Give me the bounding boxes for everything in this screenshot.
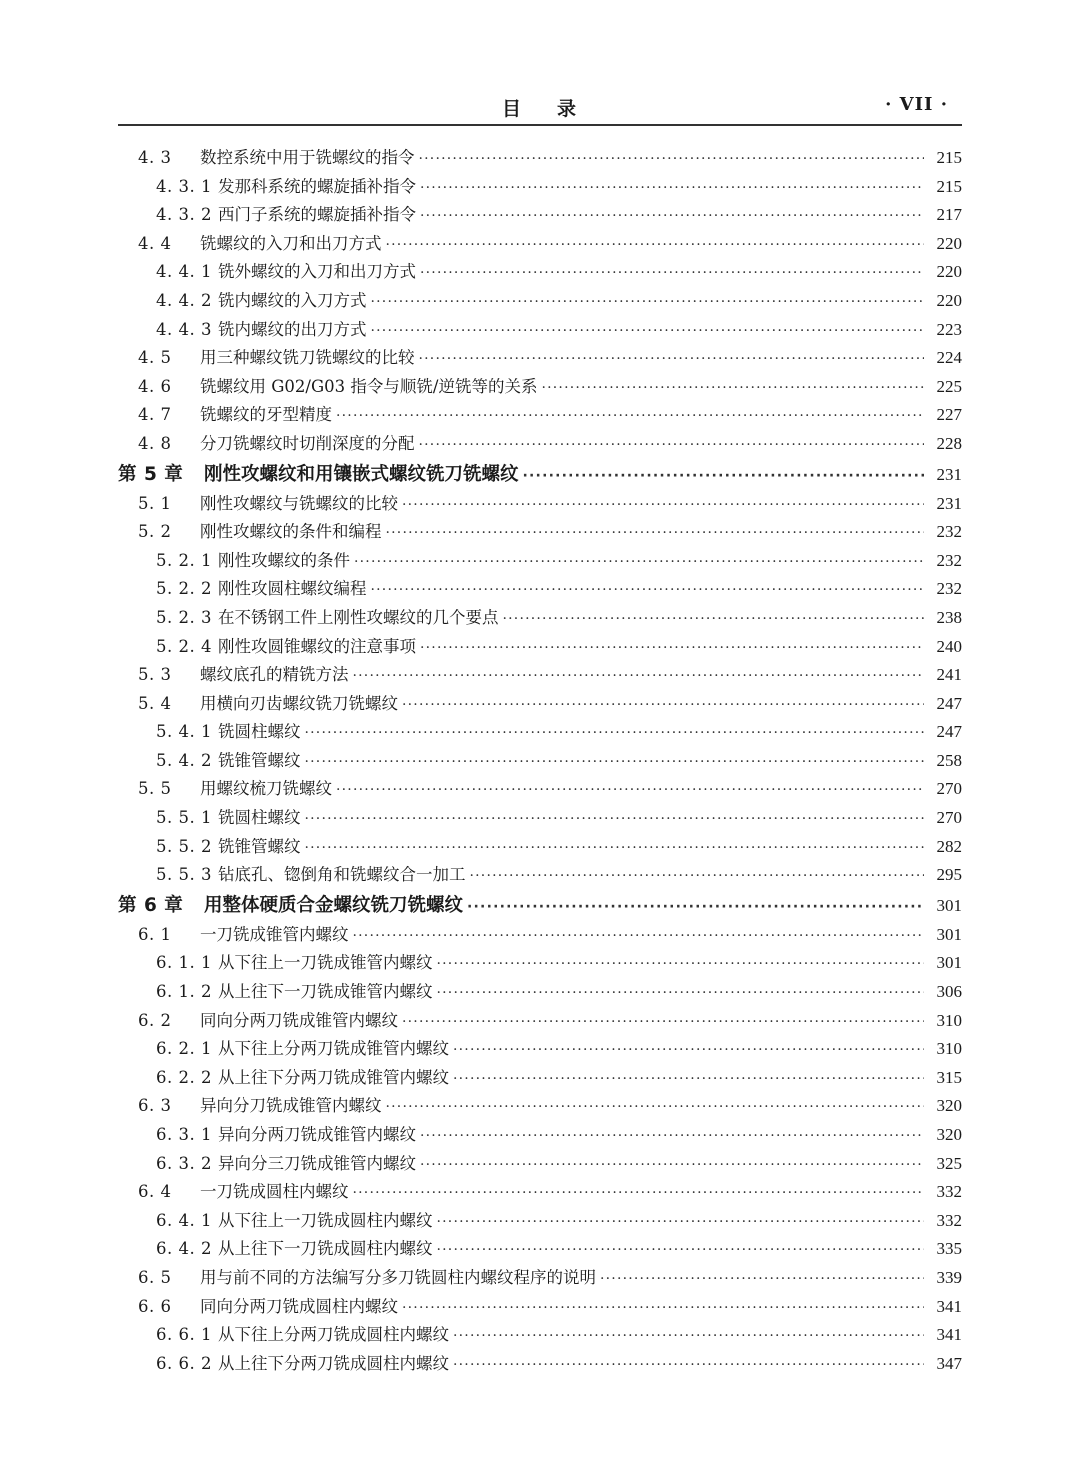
toc-entry-number: 4. 8 bbox=[138, 433, 172, 453]
toc-leader-dots bbox=[541, 374, 924, 403]
toc-entry-title: 从下往上一刀铣成圆柱内螺纹 bbox=[218, 1210, 433, 1230]
toc-entry[interactable] bbox=[118, 690, 962, 719]
toc-entry-number: 5. 2. 1 bbox=[156, 550, 212, 570]
toc-entry[interactable] bbox=[118, 575, 962, 604]
toc-entry-number: 第 5 章 bbox=[118, 463, 184, 485]
toc-leader-dots bbox=[503, 605, 925, 634]
toc-entry-title: 铣外螺纹的入刀和出刀方式 bbox=[218, 262, 416, 282]
toc-entry-page: 306 bbox=[936, 982, 962, 1002]
toc-entry-number: 6. 1. 2 bbox=[156, 982, 212, 1002]
toc-entry[interactable] bbox=[118, 1092, 962, 1121]
toc-entry-page: 341 bbox=[936, 1296, 962, 1316]
toc-entry-title: 铣圆柱螺纹 bbox=[218, 722, 301, 742]
toc-entry-number: 5. 4. 1 bbox=[156, 722, 212, 742]
toc-entry-number: 6. 4 bbox=[138, 1182, 172, 1202]
toc-entry-title: 从上往下分两刀铣成锥管内螺纹 bbox=[218, 1067, 449, 1087]
toc-entry-title: 数控系统中用于铣螺纹的指令 bbox=[200, 148, 415, 167]
toc-entry-number: 4. 4. 2 bbox=[156, 290, 212, 310]
toc-entry[interactable] bbox=[118, 604, 962, 633]
toc-leader-dots bbox=[371, 317, 925, 346]
toc-entry-number: 6. 4. 2 bbox=[156, 1239, 212, 1259]
toc-leader-dots bbox=[420, 174, 924, 203]
toc-entry-number: 4. 6 bbox=[138, 376, 172, 396]
table-of-contents bbox=[118, 144, 962, 1378]
toc-entry-page: 223 bbox=[936, 319, 962, 339]
toc-entry-number: 5. 3 bbox=[138, 665, 172, 685]
toc-leader-dots bbox=[419, 145, 925, 174]
toc-entry[interactable] bbox=[118, 344, 962, 373]
toc-entry-title: 同向分两刀铣成圆柱内螺纹 bbox=[200, 1296, 398, 1316]
toc-entry-page: 332 bbox=[936, 1210, 962, 1230]
toc-leader-dots bbox=[470, 862, 925, 891]
toc-entry-page: 217 bbox=[936, 205, 962, 225]
toc-entry-title: 铣内螺纹的出刀方式 bbox=[218, 319, 367, 339]
toc-entry-title: 用螺纹梳刀铣螺纹 bbox=[200, 779, 332, 799]
toc-leader-dots bbox=[419, 431, 925, 460]
toc-entry-page: 270 bbox=[936, 808, 962, 828]
toc-entry[interactable] bbox=[118, 804, 962, 833]
toc-entry[interactable] bbox=[118, 921, 962, 950]
toc-entry[interactable] bbox=[118, 1264, 962, 1293]
toc-entry[interactable] bbox=[118, 401, 962, 430]
toc-entry-page: 332 bbox=[936, 1182, 962, 1202]
toc-entry-page: 347 bbox=[936, 1353, 962, 1373]
toc-entry-page: 310 bbox=[936, 1010, 962, 1030]
toc-entry[interactable] bbox=[118, 978, 962, 1007]
toc-entry-title: 从下往上分两刀铣成锥管内螺纹 bbox=[218, 1039, 449, 1059]
toc-entry-title: 刚性攻圆锥螺纹的注意事项 bbox=[218, 636, 416, 656]
toc-entry-page: 315 bbox=[936, 1067, 962, 1087]
toc-entry-page: 295 bbox=[936, 865, 962, 885]
toc-entry-title: 从上往下分两刀铣成圆柱内螺纹 bbox=[218, 1353, 449, 1373]
toc-entry-title: 铣锥管螺纹 bbox=[218, 750, 301, 770]
toc-entry-page: 220 bbox=[936, 290, 962, 310]
toc-leader-dots bbox=[305, 719, 925, 748]
toc-entry-title: 异向分三刀铣成锥管内螺纹 bbox=[218, 1153, 416, 1173]
toc-entry-page: 247 bbox=[936, 722, 962, 742]
toc-leader-dots bbox=[354, 548, 924, 577]
toc-entry-page: 335 bbox=[936, 1239, 962, 1259]
toc-entry-title: 刚性攻螺纹的条件 bbox=[218, 550, 350, 570]
toc-leader-dots bbox=[353, 662, 925, 691]
toc-entry-number: 6. 6. 1 bbox=[156, 1325, 212, 1345]
toc-leader-dots bbox=[305, 748, 925, 777]
toc-entry-title: 从上往下一刀铣成圆柱内螺纹 bbox=[218, 1239, 433, 1259]
toc-entry-title: 从上往下一刀铣成锥管内螺纹 bbox=[218, 982, 433, 1002]
toc-entry-number: 6. 1. 1 bbox=[156, 953, 212, 973]
toc-entry-number: 4. 3 bbox=[138, 148, 172, 167]
toc-entry-title: 发那科系统的螺旋插补指令 bbox=[218, 176, 416, 196]
toc-entry-number: 5. 1 bbox=[138, 493, 172, 513]
toc-entry[interactable] bbox=[118, 287, 962, 316]
toc-entry[interactable] bbox=[118, 547, 962, 576]
toc-entry-page: 325 bbox=[936, 1153, 962, 1173]
toc-entry-number: 5. 4. 2 bbox=[156, 750, 212, 770]
toc-entry-page: 231 bbox=[936, 493, 962, 513]
toc-entry-page: 231 bbox=[936, 464, 962, 484]
toc-entry[interactable] bbox=[118, 1235, 962, 1264]
toc-entry[interactable] bbox=[118, 633, 962, 662]
toc-entry-number: 5. 5. 3 bbox=[156, 865, 212, 885]
toc-chapter-entry[interactable] bbox=[118, 890, 962, 921]
toc-entry[interactable] bbox=[118, 230, 962, 259]
toc-entry[interactable] bbox=[118, 1150, 962, 1179]
toc-leader-dots bbox=[386, 231, 925, 260]
toc-entry[interactable] bbox=[118, 201, 962, 230]
toc-leader-dots bbox=[453, 1036, 924, 1065]
toc-entry-page: 215 bbox=[936, 148, 962, 167]
toc-entry[interactable] bbox=[118, 1121, 962, 1150]
toc-entry-number: 4. 7 bbox=[138, 405, 172, 425]
toc-entry-number: 4. 4. 1 bbox=[156, 262, 212, 282]
toc-leader-dots bbox=[336, 402, 924, 431]
toc-leader-dots bbox=[336, 776, 924, 805]
toc-entry[interactable] bbox=[118, 373, 962, 402]
toc-leader-dots bbox=[420, 202, 924, 231]
toc-leader-dots bbox=[305, 805, 925, 834]
toc-entry-number: 6. 2 bbox=[138, 1010, 172, 1030]
toc-entry-title: 异向分两刀铣成锥管内螺纹 bbox=[218, 1125, 416, 1144]
toc-entry-title: 刚性攻螺纹的条件和编程 bbox=[200, 522, 382, 542]
toc-leader-dots bbox=[371, 288, 925, 317]
toc-entry[interactable] bbox=[118, 1207, 962, 1236]
toc-entry-number: 4. 4. 3 bbox=[156, 319, 212, 339]
toc-entry-page: 247 bbox=[936, 693, 962, 713]
toc-leader-dots bbox=[467, 892, 924, 923]
toc-entry-title: 用横向刃齿螺纹铣刀铣螺纹 bbox=[200, 693, 398, 713]
toc-entry-page: 225 bbox=[936, 376, 962, 396]
toc-leader-dots bbox=[437, 950, 925, 979]
toc-leader-dots bbox=[523, 461, 924, 492]
toc-entry[interactable] bbox=[118, 490, 962, 519]
toc-entry[interactable] bbox=[118, 1321, 962, 1350]
toc-entry-title: 钻底孔、锪倒角和铣螺纹合一加工 bbox=[218, 865, 466, 885]
toc-entry-page: 341 bbox=[936, 1325, 962, 1345]
toc-entry-page: 232 bbox=[936, 579, 962, 599]
page-header bbox=[118, 84, 962, 124]
toc-entry-number: 5. 2. 2 bbox=[156, 579, 212, 599]
toc-entry-number: 6. 2. 1 bbox=[156, 1039, 212, 1059]
toc-leader-dots bbox=[402, 1008, 924, 1037]
toc-entry-page: 228 bbox=[936, 433, 962, 453]
toc-leader-dots bbox=[420, 259, 924, 288]
toc-entry-page: 258 bbox=[936, 750, 962, 770]
toc-entry[interactable] bbox=[118, 775, 962, 804]
toc-entry-number: 6. 4. 1 bbox=[156, 1210, 212, 1230]
toc-entry-number: 4. 5 bbox=[138, 348, 172, 368]
toc-entry-page: 227 bbox=[936, 405, 962, 425]
toc-entry-title: 一刀铣成锥管内螺纹 bbox=[200, 924, 349, 944]
toc-entry-page: 310 bbox=[936, 1039, 962, 1059]
page-title-right: 录 bbox=[557, 98, 579, 120]
toc-entry-page: 320 bbox=[936, 1125, 962, 1144]
header-divider bbox=[118, 124, 962, 126]
toc-entry[interactable] bbox=[118, 661, 962, 690]
toc-entry-number: 5. 5 bbox=[138, 779, 172, 799]
toc-entry-number: 5. 2. 3 bbox=[156, 607, 212, 627]
toc-entry-number: 5. 5. 2 bbox=[156, 836, 212, 856]
toc-entry[interactable] bbox=[118, 949, 962, 978]
toc-entry-title: 铣锥管螺纹 bbox=[218, 836, 301, 856]
toc-entry[interactable] bbox=[118, 1007, 962, 1036]
toc-entry-title: 从下往上一刀铣成锥管内螺纹 bbox=[218, 953, 433, 973]
toc-entry-title: 从下往上分两刀铣成圆柱内螺纹 bbox=[218, 1325, 449, 1345]
toc-entry-page: 270 bbox=[936, 779, 962, 799]
toc-entry[interactable] bbox=[118, 258, 962, 287]
toc-entry-title: 一刀铣成圆柱内螺纹 bbox=[200, 1182, 349, 1202]
toc-leader-dots bbox=[437, 979, 925, 1008]
toc-entry-page: 320 bbox=[936, 1096, 962, 1116]
toc-leader-dots bbox=[437, 1208, 925, 1237]
toc-entry[interactable] bbox=[118, 747, 962, 776]
toc-entry-title: 用整体硬质合金螺纹铣刀铣螺纹 bbox=[204, 894, 464, 916]
toc-entry-title: 刚性攻圆柱螺纹编程 bbox=[218, 579, 367, 599]
toc-entry-number: 6. 1 bbox=[138, 924, 172, 944]
page-title bbox=[118, 94, 962, 121]
toc-entry-title: 同向分两刀铣成锥管内螺纹 bbox=[200, 1010, 398, 1030]
toc-leader-dots bbox=[420, 634, 924, 663]
toc-leader-dots bbox=[453, 1065, 924, 1094]
toc-entry-page: 241 bbox=[936, 665, 962, 685]
toc-entry-title: 异向分刀铣成锥管内螺纹 bbox=[200, 1096, 382, 1116]
toc-entry-title: 螺纹底孔的精铣方法 bbox=[200, 665, 349, 685]
toc-entry-number: 6. 3 bbox=[138, 1096, 172, 1116]
toc-leader-dots bbox=[402, 491, 924, 520]
toc-entry[interactable] bbox=[118, 173, 962, 202]
toc-leader-dots bbox=[353, 922, 925, 951]
toc-entry-page: 301 bbox=[936, 953, 962, 973]
toc-entry-page: 282 bbox=[936, 836, 962, 856]
toc-entry-number: 第 6 章 bbox=[118, 894, 184, 916]
toc-leader-dots bbox=[371, 576, 925, 605]
toc-leader-dots bbox=[386, 519, 925, 548]
toc-leader-dots bbox=[453, 1322, 924, 1351]
toc-entry-number: 5. 2 bbox=[138, 522, 172, 542]
toc-leader-dots bbox=[600, 1265, 924, 1294]
toc-entry-title: 铣螺纹的牙型精度 bbox=[200, 405, 332, 425]
toc-entry-title: 在不锈钢工件上刚性攻螺纹的几个要点 bbox=[218, 607, 499, 627]
toc-entry[interactable] bbox=[118, 1293, 962, 1322]
toc-entry-title: 铣圆柱螺纹 bbox=[218, 808, 301, 828]
toc-entry-page: 220 bbox=[936, 262, 962, 282]
toc-entry-title: 用与前不同的方法编写分多刀铣圆柱内螺纹程序的说明 bbox=[200, 1267, 596, 1287]
toc-entry-title: 刚性攻螺纹和用镶嵌式螺纹铣刀铣螺纹 bbox=[204, 463, 519, 485]
toc-entry-page: 238 bbox=[936, 607, 962, 627]
toc-leader-dots bbox=[437, 1236, 925, 1265]
toc-entry-page: 339 bbox=[936, 1267, 962, 1287]
toc-entry-number: 6. 6 bbox=[138, 1296, 172, 1316]
toc-entry-number: 6. 3. 1 bbox=[156, 1125, 212, 1144]
toc-entry-page: 220 bbox=[936, 233, 962, 253]
toc-entry[interactable] bbox=[118, 1178, 962, 1207]
toc-entry[interactable] bbox=[118, 1064, 962, 1093]
toc-entry[interactable] bbox=[118, 518, 962, 547]
toc-entry-number: 4. 3. 1 bbox=[156, 176, 212, 196]
toc-entry-title: 铣内螺纹的入刀方式 bbox=[218, 290, 367, 310]
toc-entry-title: 铣螺纹用 G02/G03 指令与顺铣/逆铣等的关系 bbox=[200, 376, 538, 396]
toc-entry-title: 西门子系统的螺旋插补指令 bbox=[218, 205, 416, 225]
toc-entry[interactable] bbox=[118, 833, 962, 862]
toc-leader-dots bbox=[420, 1151, 924, 1180]
toc-leader-dots bbox=[453, 1351, 924, 1380]
toc-entry-number: 6. 5 bbox=[138, 1267, 172, 1287]
toc-entry[interactable] bbox=[118, 1035, 962, 1064]
toc-entry[interactable] bbox=[118, 1350, 962, 1379]
toc-leader-dots bbox=[419, 345, 925, 374]
toc-entry-page: 232 bbox=[936, 522, 962, 542]
toc-entry[interactable] bbox=[118, 718, 962, 747]
page-title-left: 目 bbox=[501, 98, 523, 120]
toc-entry-title: 分刀铣螺纹时切削深度的分配 bbox=[200, 433, 415, 453]
toc-leader-dots bbox=[402, 1294, 924, 1323]
toc-entry-number: 5. 5. 1 bbox=[156, 808, 212, 828]
toc-entry[interactable] bbox=[118, 861, 962, 890]
toc-leader-dots bbox=[420, 1122, 924, 1151]
toc-entry-title: 铣螺纹的入刀和出刀方式 bbox=[200, 233, 382, 253]
page-number: · VII · bbox=[885, 94, 948, 115]
toc-leader-dots bbox=[353, 1179, 925, 1208]
toc-entry-number: 6. 6. 2 bbox=[156, 1353, 212, 1373]
toc-entry[interactable] bbox=[118, 430, 962, 459]
toc-leader-dots bbox=[402, 691, 924, 720]
toc-entry[interactable] bbox=[118, 144, 962, 173]
toc-leader-dots bbox=[386, 1093, 925, 1122]
toc-entry-title: 刚性攻螺纹与铣螺纹的比较 bbox=[200, 493, 398, 513]
toc-entry-number: 5. 2. 4 bbox=[156, 636, 212, 656]
toc-entry-title: 用三种螺纹铣刀铣螺纹的比较 bbox=[200, 348, 415, 368]
toc-entry-number: 4. 4 bbox=[138, 233, 172, 253]
toc-entry-number: 4. 3. 2 bbox=[156, 205, 212, 225]
toc-entry-number: 5. 4 bbox=[138, 693, 172, 713]
toc-entry[interactable] bbox=[118, 316, 962, 345]
toc-entry-page: 215 bbox=[936, 176, 962, 196]
toc-chapter-entry[interactable] bbox=[118, 459, 962, 490]
toc-entry-page: 232 bbox=[936, 550, 962, 570]
toc-leader-dots bbox=[305, 834, 925, 863]
toc-entry-page: 301 bbox=[936, 895, 962, 915]
toc-entry-number: 6. 3. 2 bbox=[156, 1153, 212, 1173]
toc-entry-number: 6. 2. 2 bbox=[156, 1067, 212, 1087]
toc-entry-page: 301 bbox=[936, 924, 962, 944]
toc-entry-page: 224 bbox=[936, 348, 962, 368]
toc-entry-page: 240 bbox=[936, 636, 962, 656]
